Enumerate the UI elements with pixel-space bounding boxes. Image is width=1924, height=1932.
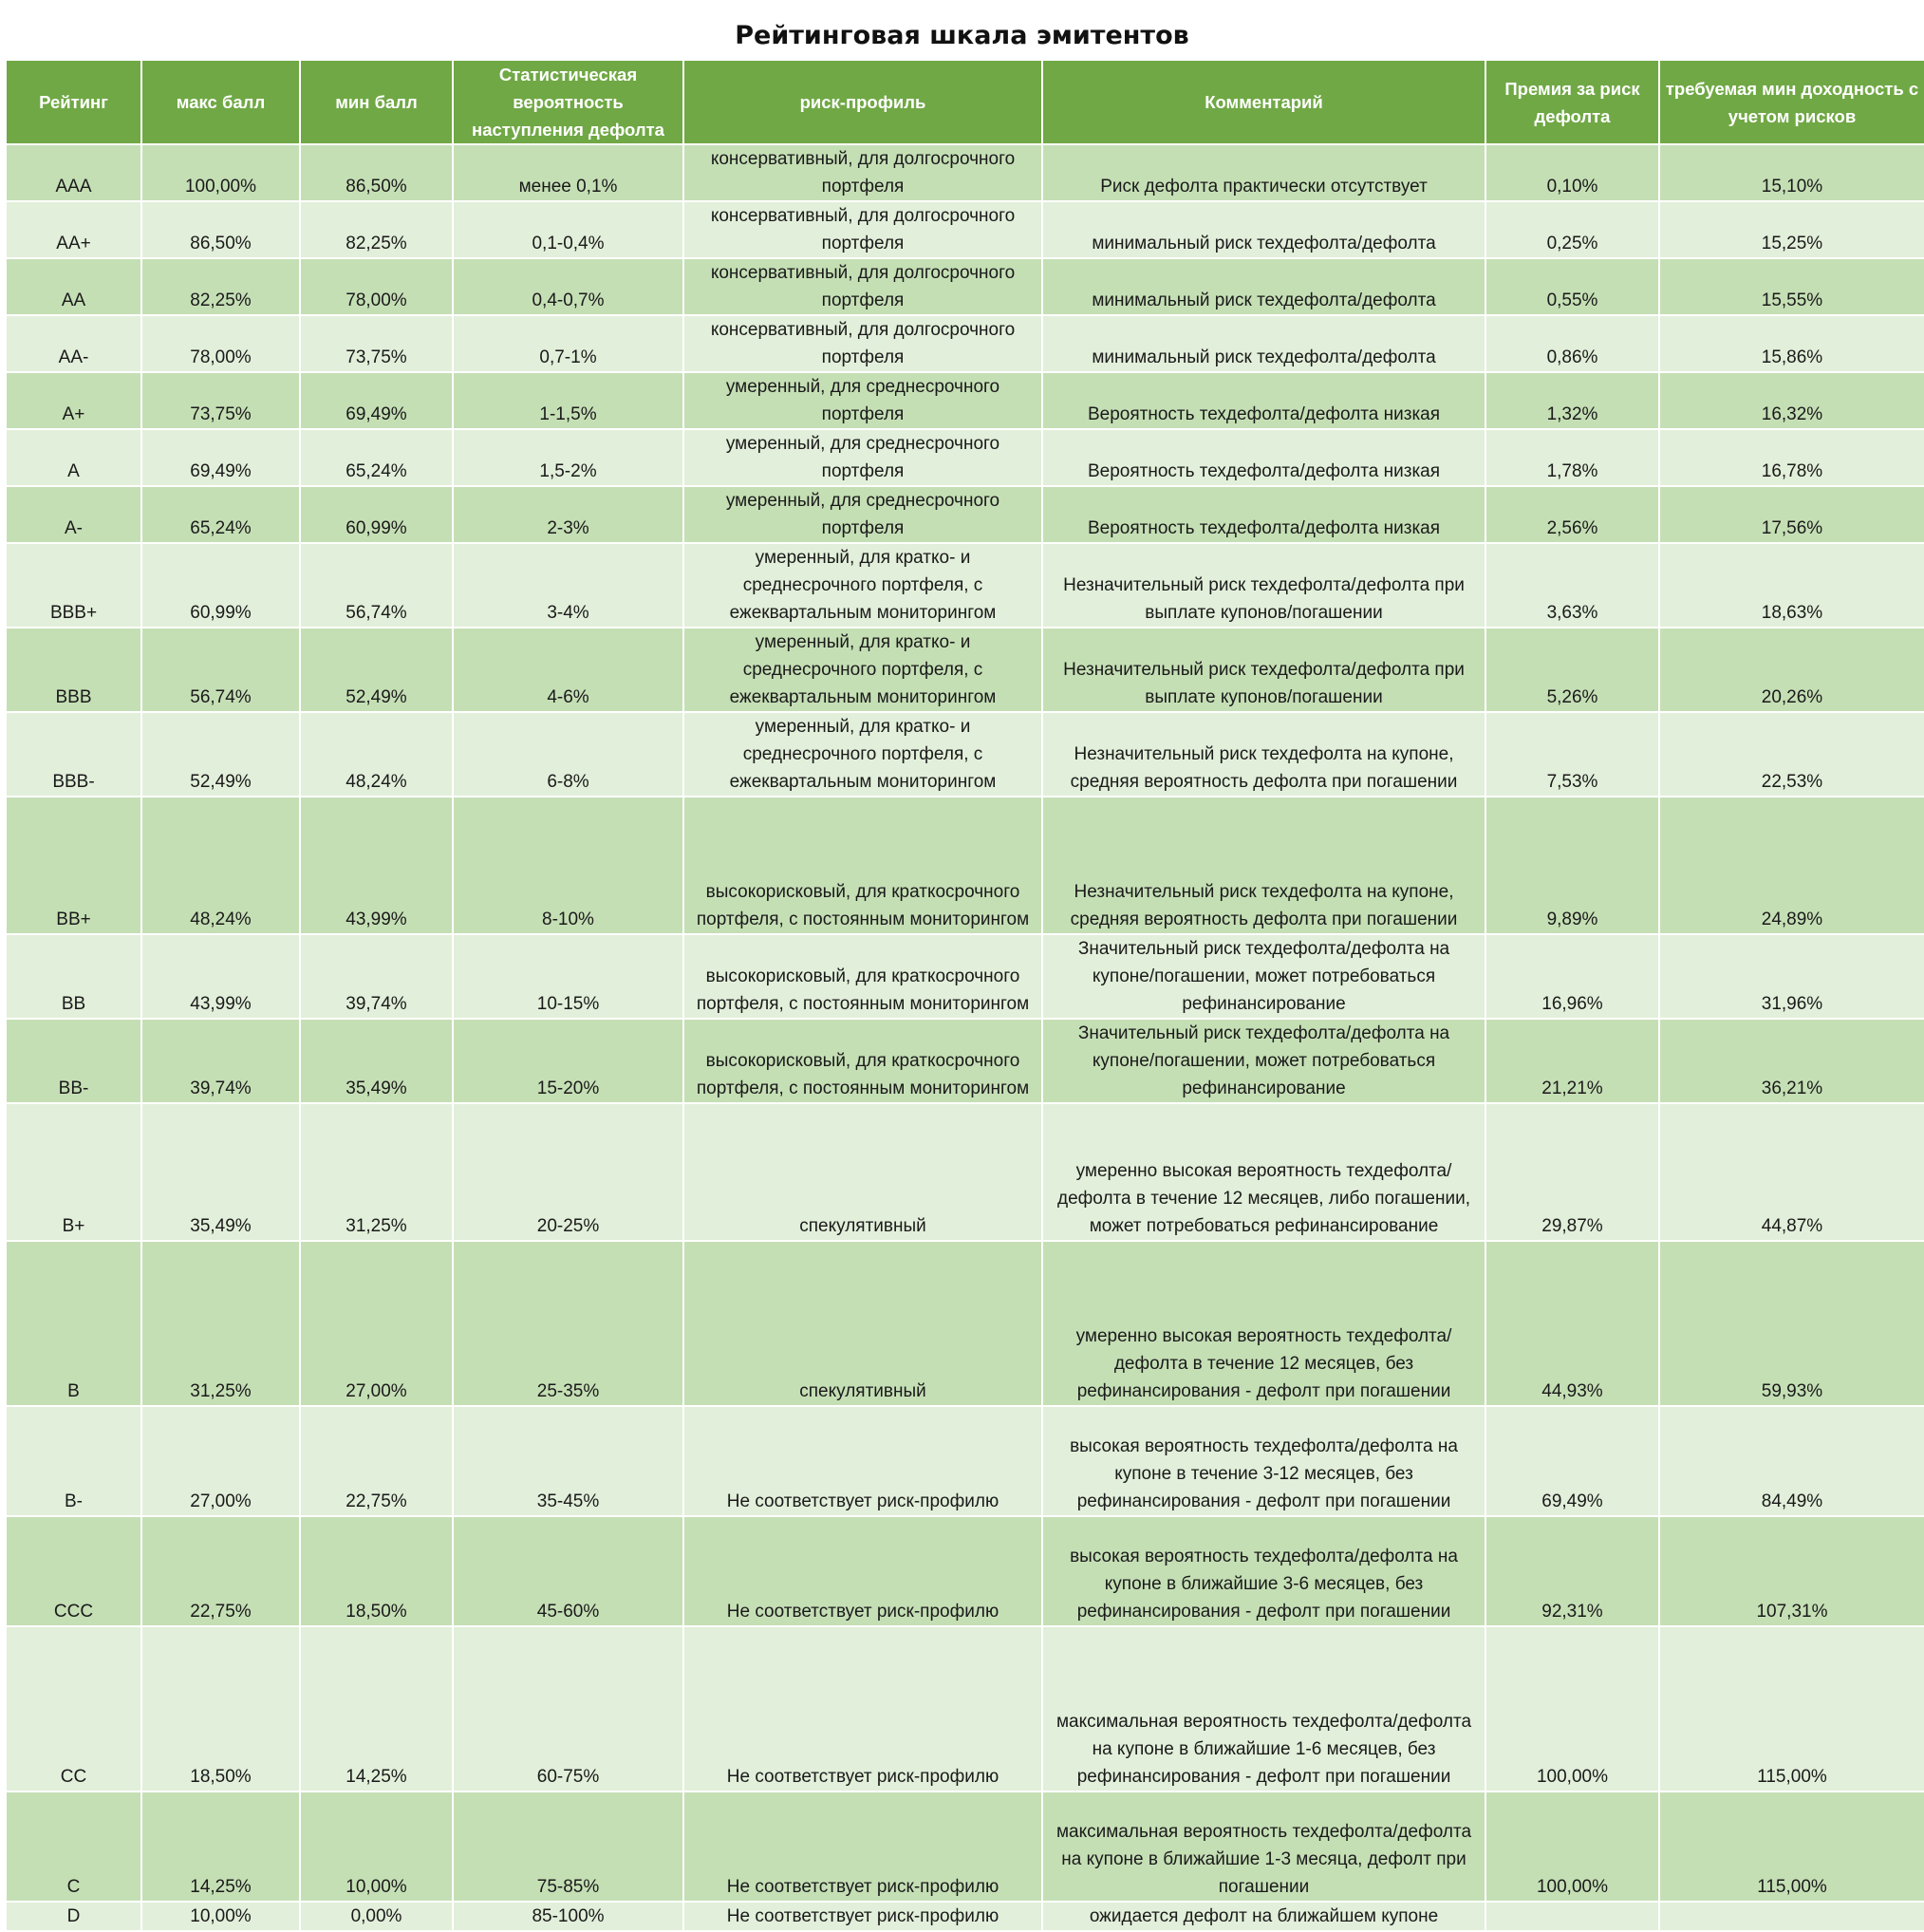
risk-profile-cell: умеренный, для среднесрочного портфеля xyxy=(683,486,1042,543)
max-score-cell: 22,75% xyxy=(141,1516,300,1626)
max-score-cell: 100,00% xyxy=(141,144,300,201)
header-min-score: мин балл xyxy=(300,60,453,144)
probability-cell: 85-100% xyxy=(453,1902,683,1931)
premium-cell: 1,32% xyxy=(1485,372,1659,429)
table-row xyxy=(6,797,1924,934)
probability-cell: 60-75% xyxy=(453,1626,683,1791)
premium-cell: 3,63% xyxy=(1485,543,1659,628)
premium-cell: 2,56% xyxy=(1485,486,1659,543)
table-row xyxy=(6,1516,1924,1626)
min-score-cell: 82,25% xyxy=(300,201,453,258)
min-score-cell: 43,99% xyxy=(300,797,453,934)
premium-cell: 21,21% xyxy=(1485,1019,1659,1103)
header-rating: Рейтинг xyxy=(6,60,141,144)
probability-cell: 6-8% xyxy=(453,712,683,797)
header-max-score: макс балл xyxy=(141,60,300,144)
rating-cell: AAA xyxy=(6,144,141,201)
probability-cell: 0,1-0,4% xyxy=(453,201,683,258)
min-score-cell: 27,00% xyxy=(300,1241,453,1406)
min-score-cell: 65,24% xyxy=(300,429,453,486)
table-row xyxy=(6,486,1924,543)
table-row xyxy=(6,1019,1924,1103)
rating-cell: CCC xyxy=(6,1516,141,1626)
premium-cell: 5,26% xyxy=(1485,628,1659,712)
yield-cell: 20,26% xyxy=(1659,628,1924,712)
min-score-cell: 86,50% xyxy=(300,144,453,201)
max-score-cell: 14,25% xyxy=(141,1791,300,1902)
risk-profile-cell: умеренный, для кратко- и среднесрочного портфеля, с ежеквартальным мониторингом xyxy=(683,712,1042,797)
min-score-cell: 78,00% xyxy=(300,258,453,315)
comment-cell: Вероятность техдефолта/дефолта низкая xyxy=(1042,486,1485,543)
max-score-cell: 65,24% xyxy=(141,486,300,543)
header-row xyxy=(6,60,1924,144)
table-row xyxy=(6,429,1924,486)
max-score-cell: 73,75% xyxy=(141,372,300,429)
yield-cell: 107,31% xyxy=(1659,1516,1924,1626)
risk-profile-cell: Не соответствует риск-профилю xyxy=(683,1626,1042,1791)
header-risk-premium: Премия за риск дефолта xyxy=(1485,60,1659,144)
yield-cell: 36,21% xyxy=(1659,1019,1924,1103)
rating-cell: BBB+ xyxy=(6,543,141,628)
premium-cell: 100,00% xyxy=(1485,1626,1659,1791)
risk-profile-cell: Не соответствует риск-профилю xyxy=(683,1791,1042,1902)
yield-cell: 44,87% xyxy=(1659,1103,1924,1241)
yield-cell: 59,93% xyxy=(1659,1241,1924,1406)
rating-cell: AA xyxy=(6,258,141,315)
max-score-cell: 86,50% xyxy=(141,201,300,258)
probability-cell: 75-85% xyxy=(453,1791,683,1902)
premium-cell: 100,00% xyxy=(1485,1791,1659,1902)
yield-cell: 15,25% xyxy=(1659,201,1924,258)
risk-profile-cell: Не соответствует риск-профилю xyxy=(683,1516,1042,1626)
yield-cell: 18,63% xyxy=(1659,543,1924,628)
yield-cell: 16,32% xyxy=(1659,372,1924,429)
rating-cell: AA- xyxy=(6,315,141,372)
risk-profile-cell: умеренный, для кратко- и среднесрочного портфеля, с ежеквартальным мониторингом xyxy=(683,543,1042,628)
comment-cell: высокая вероятность техдефолта/дефолта на купоне в течение 3-12 месяцев, без рефинансирования - дефолт при погашении xyxy=(1042,1406,1485,1516)
probability-cell: 0,4-0,7% xyxy=(453,258,683,315)
max-score-cell: 48,24% xyxy=(141,797,300,934)
risk-profile-cell: консервативный, для долгосрочного портфеля xyxy=(683,258,1042,315)
premium-cell: 7,53% xyxy=(1485,712,1659,797)
table-row xyxy=(6,315,1924,372)
probability-cell: 0,7-1% xyxy=(453,315,683,372)
min-score-cell: 22,75% xyxy=(300,1406,453,1516)
min-score-cell: 69,49% xyxy=(300,372,453,429)
comment-cell: Вероятность техдефолта/дефолта низкая xyxy=(1042,429,1485,486)
premium-cell: 0,86% xyxy=(1485,315,1659,372)
max-score-cell: 69,49% xyxy=(141,429,300,486)
comment-cell: ожидается дефолт на ближайшем купоне xyxy=(1042,1902,1485,1931)
probability-cell: 2-3% xyxy=(453,486,683,543)
comment-cell: умеренно высокая вероятность техдефолта/дефолта в течение 12 месяцев, без рефинансирования - дефолт при погашении xyxy=(1042,1241,1485,1406)
yield-cell: 15,10% xyxy=(1659,144,1924,201)
min-score-cell: 0,00% xyxy=(300,1902,453,1931)
yield-cell: 22,53% xyxy=(1659,712,1924,797)
comment-cell: максимальная вероятность техдефолта/дефолта на купоне в ближайшие 1-6 месяцев, без рефинансирования - дефолт при погашении xyxy=(1042,1626,1485,1791)
table-row xyxy=(6,543,1924,628)
min-score-cell: 39,74% xyxy=(300,934,453,1019)
rating-cell: A- xyxy=(6,486,141,543)
risk-profile-cell: консервативный, для долгосрочного портфеля xyxy=(683,144,1042,201)
comment-cell: Незначительный риск техдефолта на купоне, средняя вероятность дефолта при погашении xyxy=(1042,797,1485,934)
comment-cell: Незначительный риск техдефолта/дефолта при выплате купонов/погашении xyxy=(1042,543,1485,628)
min-score-cell: 73,75% xyxy=(300,315,453,372)
comment-cell: умеренно высокая вероятность техдефолта/дефолта в течение 12 месяцев, либо погашении, может потребоваться рефинансирование xyxy=(1042,1103,1485,1241)
rating-cell: A xyxy=(6,429,141,486)
max-score-cell: 27,00% xyxy=(141,1406,300,1516)
table-row xyxy=(6,1241,1924,1406)
table-row xyxy=(6,1406,1924,1516)
comment-cell: Риск дефолта практически отсутствует xyxy=(1042,144,1485,201)
probability-cell: 1-1,5% xyxy=(453,372,683,429)
premium-cell: 1,78% xyxy=(1485,429,1659,486)
table-row xyxy=(6,258,1924,315)
yield-cell: 115,00% xyxy=(1659,1791,1924,1902)
risk-profile-cell: высокорисковый, для краткосрочного портфеля, с постоянным мониторингом xyxy=(683,797,1042,934)
premium-cell: 0,10% xyxy=(1485,144,1659,201)
comment-cell: максимальная вероятность техдефолта/дефолта на купоне в ближайшие 1-3 месяца, дефолт при погашении xyxy=(1042,1791,1485,1902)
min-score-cell: 52,49% xyxy=(300,628,453,712)
probability-cell: 8-10% xyxy=(453,797,683,934)
table-row xyxy=(6,1103,1924,1241)
yield-cell: 84,49% xyxy=(1659,1406,1924,1516)
rating-cell: D xyxy=(6,1902,141,1931)
min-score-cell: 18,50% xyxy=(300,1516,453,1626)
comment-cell: минимальный риск техдефолта/дефолта xyxy=(1042,258,1485,315)
min-score-cell: 10,00% xyxy=(300,1791,453,1902)
min-score-cell: 48,24% xyxy=(300,712,453,797)
max-score-cell: 43,99% xyxy=(141,934,300,1019)
rating-cell: C xyxy=(6,1791,141,1902)
risk-profile-cell: высокорисковый, для краткосрочного портфеля, с постоянным мониторингом xyxy=(683,1019,1042,1103)
rating-table xyxy=(5,59,1924,1932)
risk-profile-cell: Не соответствует риск-профилю xyxy=(683,1902,1042,1931)
table-row xyxy=(6,628,1924,712)
yield-cell: 31,96% xyxy=(1659,934,1924,1019)
risk-profile-cell: консервативный, для долгосрочного портфеля xyxy=(683,201,1042,258)
probability-cell: 3-4% xyxy=(453,543,683,628)
rating-cell: A+ xyxy=(6,372,141,429)
yield-cell: 115,00% xyxy=(1659,1626,1924,1791)
max-score-cell: 18,50% xyxy=(141,1626,300,1791)
probability-cell: 25-35% xyxy=(453,1241,683,1406)
premium-cell: 69,49% xyxy=(1485,1406,1659,1516)
risk-profile-cell: умеренный, для среднесрочного портфеля xyxy=(683,372,1042,429)
risk-profile-cell: спекулятивный xyxy=(683,1241,1042,1406)
rating-cell: BBB xyxy=(6,628,141,712)
header-risk-profile: риск-профиль xyxy=(683,60,1042,144)
comment-cell: Значительный риск техдефолта/дефолта на купоне/погашении, может потребоваться рефинансирование xyxy=(1042,1019,1485,1103)
table-row xyxy=(6,201,1924,258)
risk-profile-cell: высокорисковый, для краткосрочного портфеля, с постоянным мониторингом xyxy=(683,934,1042,1019)
probability-cell: 10-15% xyxy=(453,934,683,1019)
probability-cell: 35-45% xyxy=(453,1406,683,1516)
comment-cell: высокая вероятность техдефолта/дефолта на купоне в ближайшие 3-6 месяцев, без рефинансирования - дефолт при погашении xyxy=(1042,1516,1485,1626)
risk-profile-cell: умеренный, для кратко- и среднесрочного портфеля, с ежеквартальным мониторингом xyxy=(683,628,1042,712)
rating-cell: B xyxy=(6,1241,141,1406)
premium-cell: 0,55% xyxy=(1485,258,1659,315)
page-title: Рейтинговая шкала эмитентов xyxy=(735,21,1189,50)
max-score-cell: 35,49% xyxy=(141,1103,300,1241)
probability-cell: 4-6% xyxy=(453,628,683,712)
premium-cell: 44,93% xyxy=(1485,1241,1659,1406)
comment-cell: Незначительный риск техдефолта на купоне, средняя вероятность дефолта при погашении xyxy=(1042,712,1485,797)
rating-cell: AA+ xyxy=(6,201,141,258)
premium-cell: 9,89% xyxy=(1485,797,1659,934)
rating-cell: BB- xyxy=(6,1019,141,1103)
table-row xyxy=(6,372,1924,429)
probability-cell: 20-25% xyxy=(453,1103,683,1241)
max-score-cell: 60,99% xyxy=(141,543,300,628)
max-score-cell: 52,49% xyxy=(141,712,300,797)
probability-cell: 45-60% xyxy=(453,1516,683,1626)
table-row xyxy=(6,144,1924,201)
min-score-cell: 14,25% xyxy=(300,1626,453,1791)
header-default-probability: Статистическая вероятность наступления дефолта xyxy=(453,60,683,144)
table-row xyxy=(6,712,1924,797)
max-score-cell: 31,25% xyxy=(141,1241,300,1406)
min-score-cell: 35,49% xyxy=(300,1019,453,1103)
table-row xyxy=(6,1626,1924,1791)
max-score-cell: 78,00% xyxy=(141,315,300,372)
comment-cell: минимальный риск техдефолта/дефолта xyxy=(1042,315,1485,372)
header-required-yield: требуемая мин доходность с учетом рисков xyxy=(1659,60,1924,144)
comment-cell: Незначительный риск техдефолта/дефолта при выплате купонов/погашении xyxy=(1042,628,1485,712)
premium-cell: 92,31% xyxy=(1485,1516,1659,1626)
probability-cell: менее 0,1% xyxy=(453,144,683,201)
rating-cell: B- xyxy=(6,1406,141,1516)
comment-cell: Вероятность техдефолта/дефолта низкая xyxy=(1042,372,1485,429)
comment-cell: минимальный риск техдефолта/дефолта xyxy=(1042,201,1485,258)
table-row xyxy=(6,1791,1924,1902)
premium-cell: 29,87% xyxy=(1485,1103,1659,1241)
min-score-cell: 31,25% xyxy=(300,1103,453,1241)
premium-cell: 0,25% xyxy=(1485,201,1659,258)
risk-profile-cell: умеренный, для среднесрочного портфеля xyxy=(683,429,1042,486)
yield-cell: 15,55% xyxy=(1659,258,1924,315)
max-score-cell: 82,25% xyxy=(141,258,300,315)
yield-cell: 24,89% xyxy=(1659,797,1924,934)
max-score-cell: 56,74% xyxy=(141,628,300,712)
rating-cell: CC xyxy=(6,1626,141,1791)
max-score-cell: 10,00% xyxy=(141,1902,300,1931)
rating-cell: BBB- xyxy=(6,712,141,797)
max-score-cell: 39,74% xyxy=(141,1019,300,1103)
min-score-cell: 56,74% xyxy=(300,543,453,628)
rating-cell: BB xyxy=(6,934,141,1019)
header-comment: Комментарий xyxy=(1042,60,1485,144)
risk-profile-cell: консервативный, для долгосрочного портфеля xyxy=(683,315,1042,372)
risk-profile-cell: Не соответствует риск-профилю xyxy=(683,1406,1042,1516)
rating-cell: B+ xyxy=(6,1103,141,1241)
yield-cell: 16,78% xyxy=(1659,429,1924,486)
probability-cell: 1,5-2% xyxy=(453,429,683,486)
comment-cell: Значительный риск техдефолта/дефолта на купоне/погашении, может потребоваться рефинансирование xyxy=(1042,934,1485,1019)
probability-cell: 15-20% xyxy=(453,1019,683,1103)
risk-profile-cell: спекулятивный xyxy=(683,1103,1042,1241)
rating-cell: BB+ xyxy=(6,797,141,934)
premium-cell: 16,96% xyxy=(1485,934,1659,1019)
yield-cell: 17,56% xyxy=(1659,486,1924,543)
min-score-cell: 60,99% xyxy=(300,486,453,543)
table-row xyxy=(6,934,1924,1019)
yield-cell: 15,86% xyxy=(1659,315,1924,372)
